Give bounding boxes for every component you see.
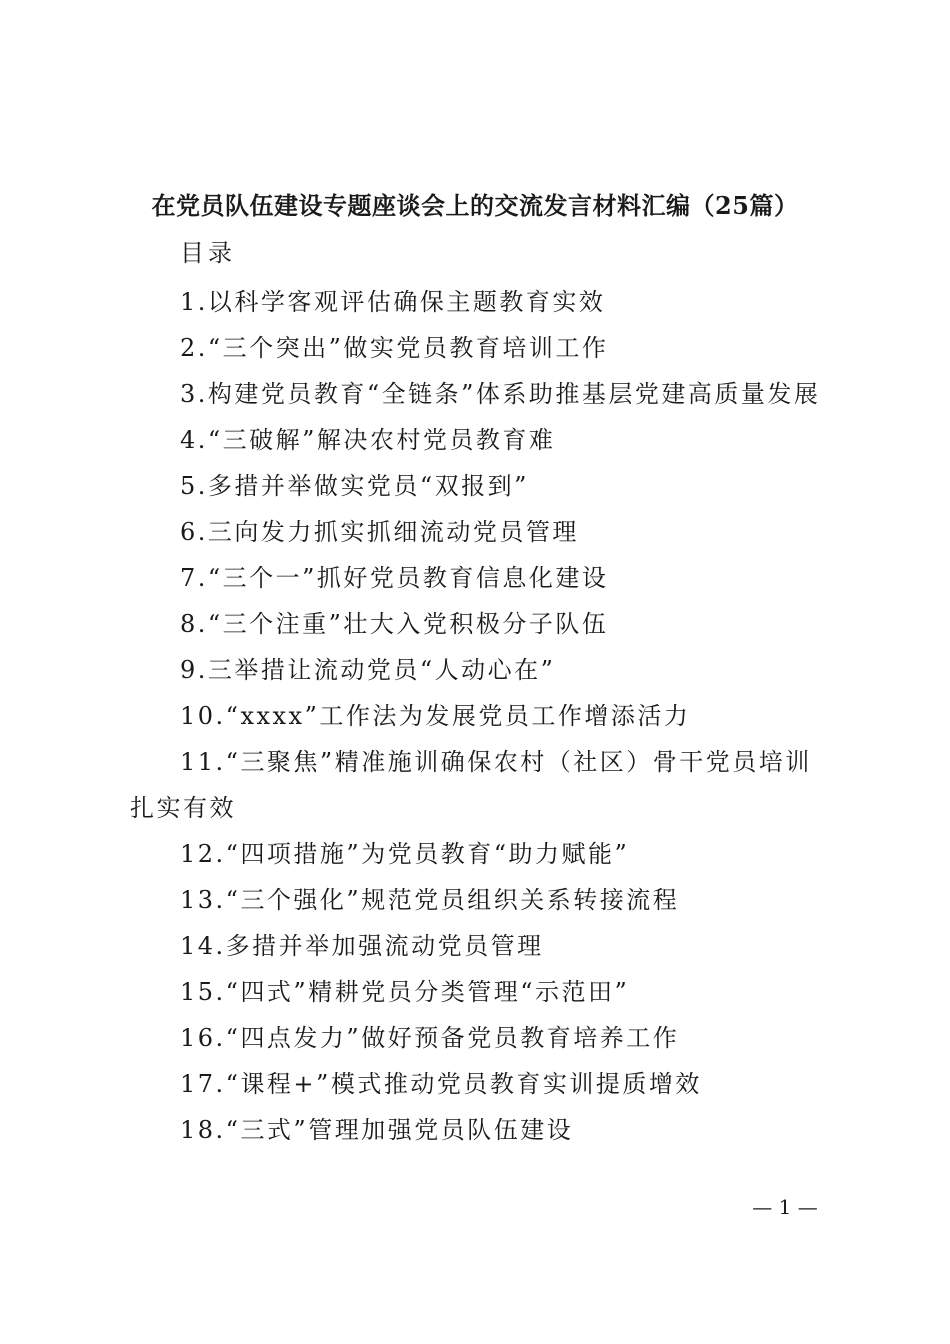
toc-item: 6.三向发力抓实抓细流动党员管理 (180, 518, 579, 546)
toc-heading: 目录 (180, 239, 236, 267)
toc-item: 16.“四点发力”做好预备党员教育培养工作 (180, 1024, 680, 1052)
toc-item: 15.“四式”精耕党员分类管理“示范田” (180, 978, 630, 1006)
toc-item: 11.“三聚焦”精准施训确保农村（社区）骨干党员培训扎实有效 (130, 748, 812, 822)
toc-item: 18.“三式”管理加强党员队伍建设 (180, 1116, 574, 1144)
toc-item: 10.“xxxx”工作法为发展党员工作增添活力 (180, 702, 691, 730)
toc-item: 3.构建党员教育“全链条”体系助推基层党建高质量发展 (180, 380, 821, 408)
document-title: 在党员队伍建设专题座谈会上的交流发言材料汇编（25篇） (151, 191, 799, 220)
toc-item: 14.多措并举加强流动党员管理 (180, 932, 544, 960)
toc-item: 4.“三破解”解决农村党员教育难 (180, 426, 556, 454)
toc-item: 9.三举措让流动党员“人动心在” (180, 656, 556, 684)
table-of-contents (130, 279, 830, 1153)
toc-item: 13.“三个强化”规范党员组织关系转接流程 (180, 886, 680, 914)
toc-item: 5.多措并举做实党员“双报到” (180, 472, 529, 500)
toc-item: 1.以科学客观评估确保主题教育实效 (180, 288, 606, 316)
toc-item: 2.“三个突出”做实党员教育培训工作 (180, 334, 609, 362)
page-number: — 1 — (752, 1195, 818, 1219)
toc-item: 12.“四项措施”为党员教育“助力赋能” (180, 840, 630, 868)
toc-item: 8.“三个注重”壮大入党积极分子队伍 (180, 610, 609, 638)
toc-item: 7.“三个一”抓好党员教育信息化建设 (180, 564, 609, 592)
toc-item: 17.“课程+”模式推动党员教育实训提质增效 (180, 1070, 702, 1098)
